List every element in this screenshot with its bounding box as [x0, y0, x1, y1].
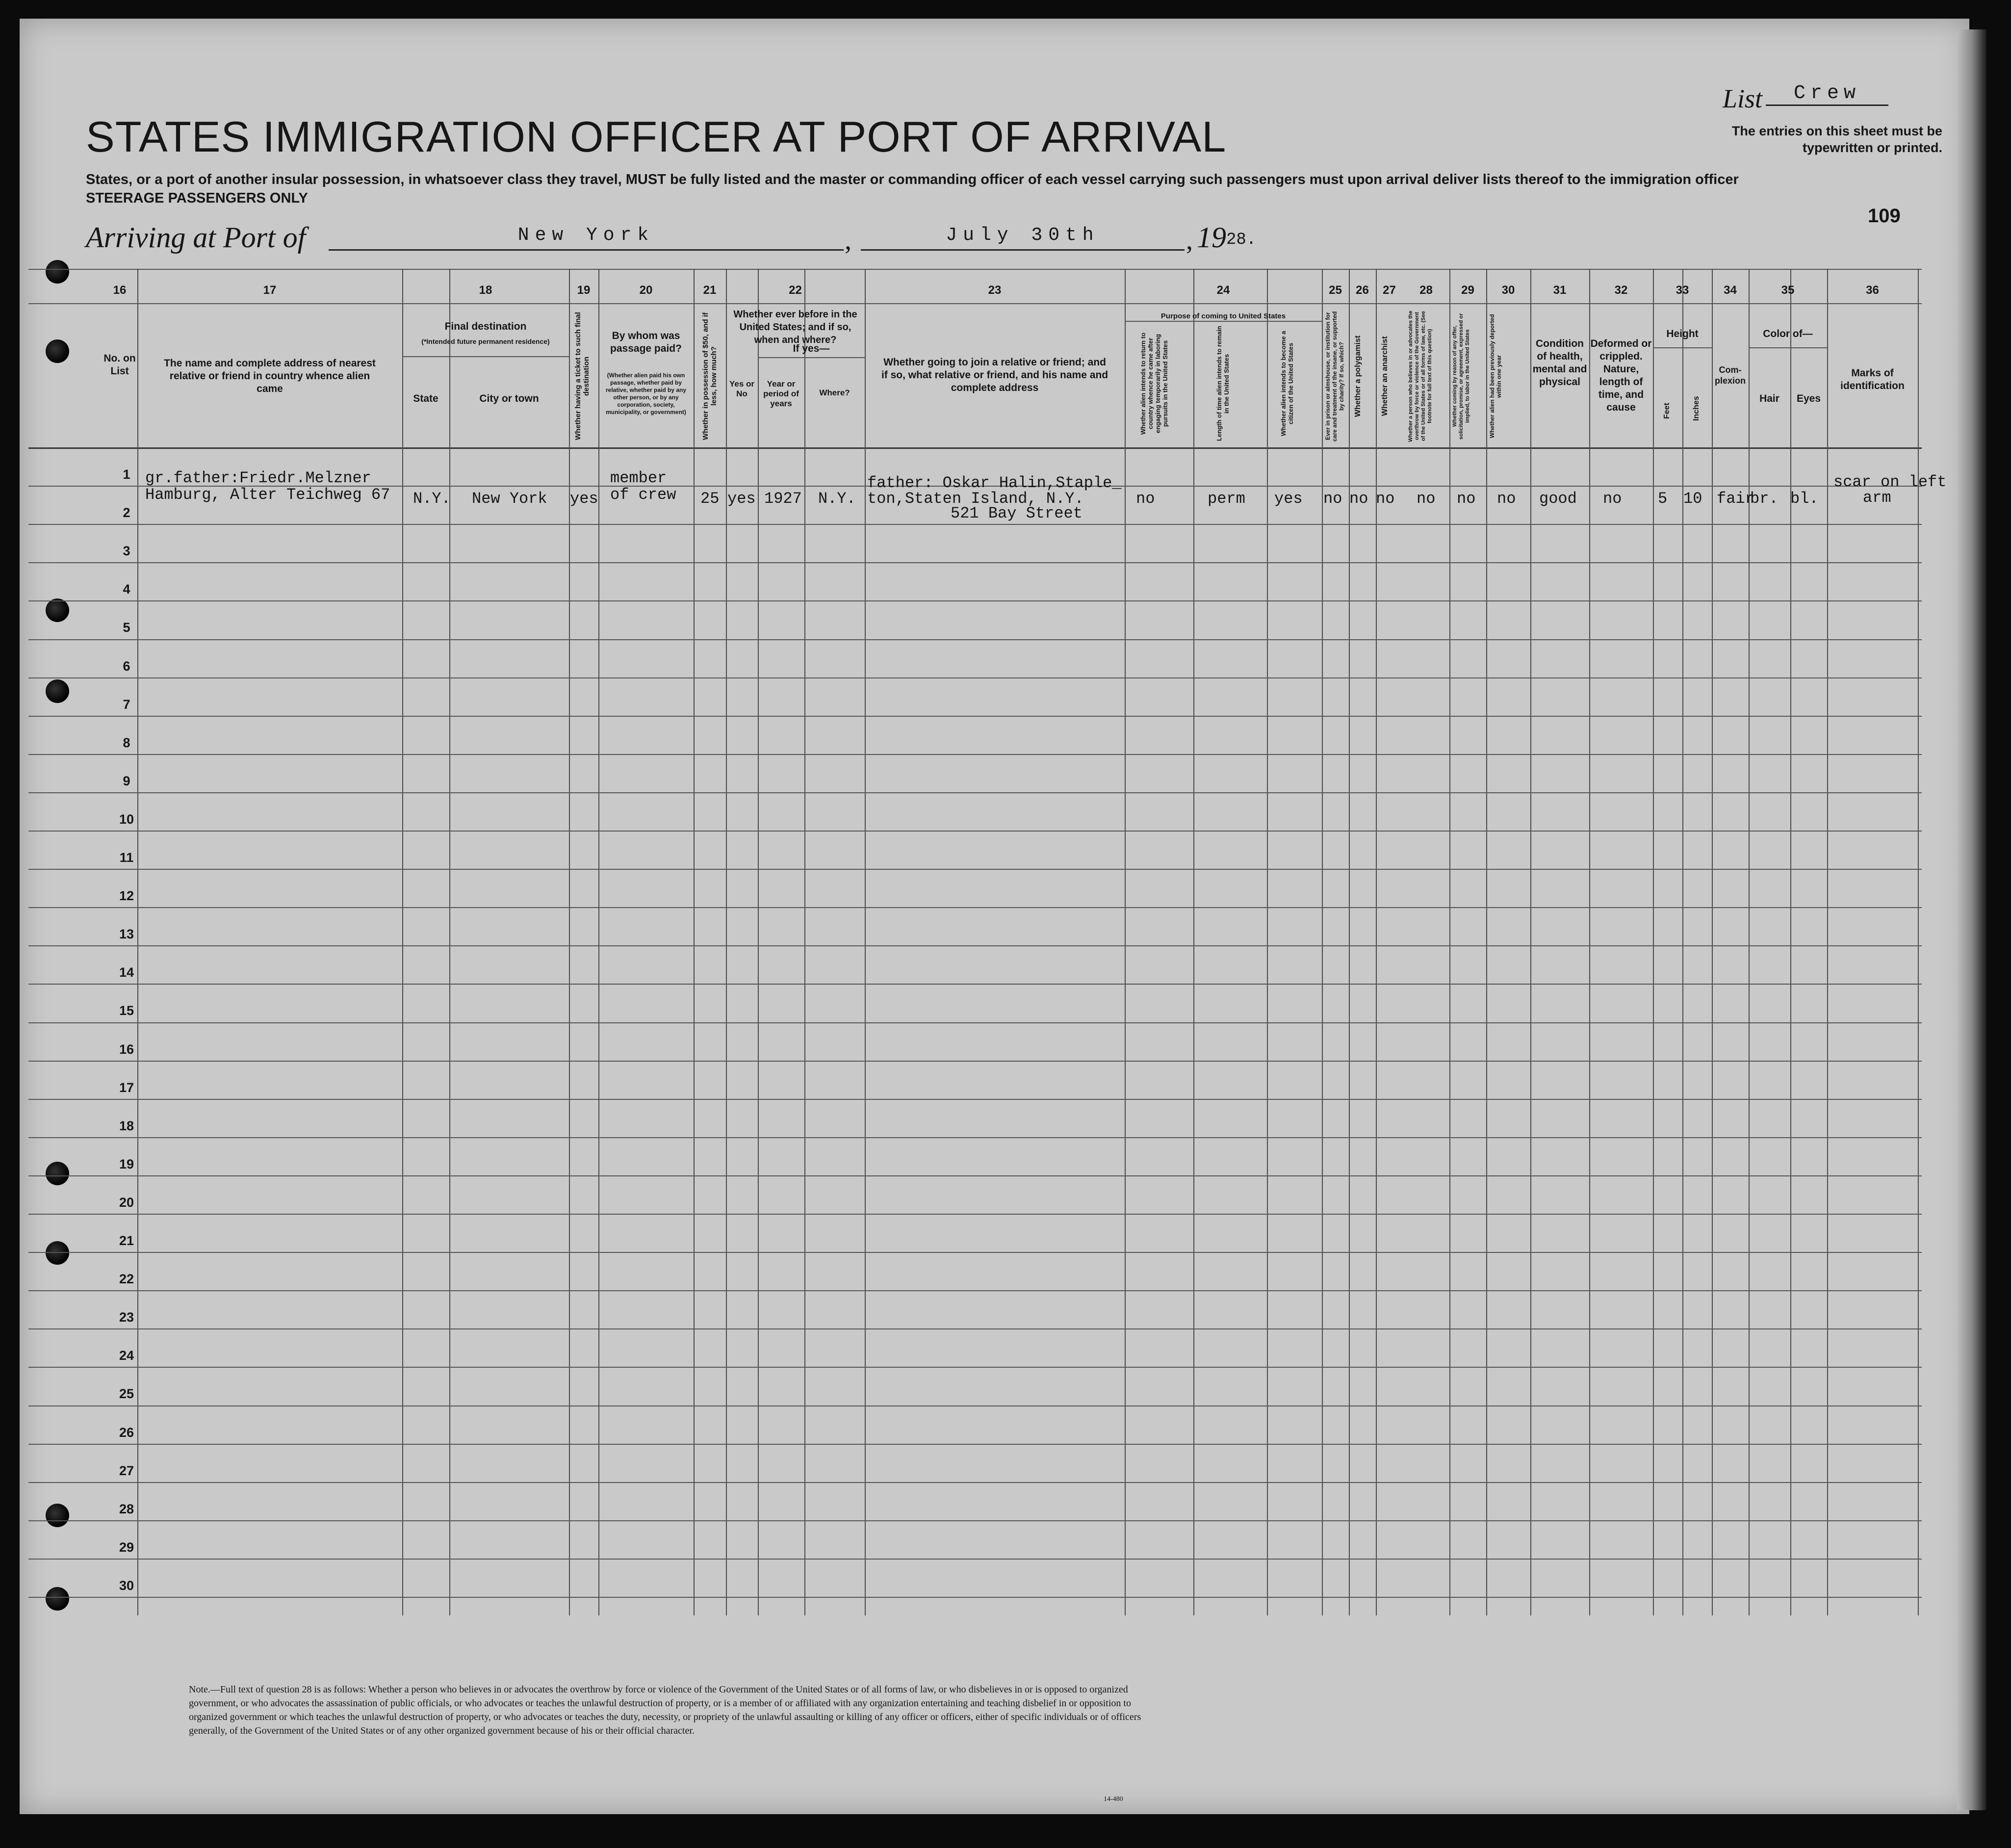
entry-paid-by: member	[610, 469, 667, 487]
row-number: 12	[119, 888, 134, 904]
row-rule	[28, 1597, 1922, 1598]
header-city: City or town	[479, 393, 539, 404]
header-inches: Inches	[1692, 396, 1701, 421]
column-rule	[1125, 269, 1126, 1615]
entry-join-line2: ton,Staten Island, N.Y.	[867, 490, 1084, 508]
entry-marks-line2: arm	[1863, 489, 1891, 507]
row-number: 30	[119, 1578, 134, 1593]
column-rule	[1449, 269, 1450, 1615]
page-title: STATES IMMIGRATION OFFICER AT PORT OF ARRIVAL	[86, 112, 1227, 161]
row-rule	[28, 600, 1922, 601]
row-number: 14	[119, 965, 134, 980]
entry-eyes: bl.	[1790, 490, 1819, 508]
header-purpose-return: Whether alien intends to return to country whence he came after engaging temporarily in laboring pursuits in the United States	[1139, 333, 1169, 435]
row-rule	[28, 1061, 1922, 1062]
column-number: 30	[1501, 284, 1515, 297]
column-rule	[1486, 269, 1487, 1615]
header-polygamist: Whether a polygamist	[1354, 335, 1362, 417]
column-rule	[865, 269, 866, 1615]
entry-ticket: yes	[570, 490, 598, 508]
row-rule	[28, 1328, 1922, 1329]
row-rule	[28, 831, 1922, 832]
entry-join-line1: father: Oskar Halin,Staple_	[867, 474, 1122, 492]
column-rule	[758, 269, 759, 1615]
column-number: 23	[988, 284, 1002, 297]
header-deformed: Deformed or crippled. Nature, length of time, and cause	[1590, 338, 1652, 413]
column-rule	[1589, 269, 1590, 1615]
year-suffix: 28.	[1226, 231, 1257, 249]
port-field: New York	[329, 225, 844, 251]
list-value: Crew	[1766, 82, 1888, 106]
table-rule	[28, 269, 1922, 270]
header-offer: Whether coming by reason of any offer, solicitation, promise, or agreement, expressed or implied, to labor in the United States	[1452, 313, 1470, 440]
table-rule	[28, 303, 1922, 304]
column-number: 32	[1614, 284, 1628, 297]
row-number: 9	[123, 773, 130, 788]
header-height: Height	[1666, 328, 1699, 339]
row-rule	[28, 984, 1922, 985]
date-field: July 30th	[861, 225, 1185, 251]
row-number: 5	[123, 620, 130, 635]
row-rule	[28, 792, 1922, 793]
entry-paid-by-line2: of crew	[610, 486, 676, 504]
column-rule	[1193, 269, 1194, 1615]
column-number: 29	[1461, 284, 1474, 297]
column-rule	[1682, 269, 1683, 1615]
column-number: 16	[113, 284, 127, 297]
table-rule	[28, 447, 1922, 449]
column-rule	[1790, 269, 1791, 1615]
header-prison: Ever in prison or almshouse, or institution for care and treatment of the insane, or supported by charity? If so, which?	[1324, 311, 1345, 442]
row-number: 8	[123, 735, 130, 750]
row-number: 3	[123, 544, 130, 559]
header-passage-paid-sub: (Whether alien paid his own passage, whether paid by relative, whether paid by any other person, or by any corporation, society, municipality, or government)	[605, 372, 687, 416]
column-rule	[1349, 269, 1350, 1615]
row-number: 4	[123, 582, 130, 597]
entry-deformed: no	[1603, 490, 1622, 508]
row-number: 25	[119, 1386, 134, 1402]
row-rule	[28, 945, 1922, 946]
row-rule	[28, 677, 1922, 678]
column-number: 34	[1724, 284, 1737, 297]
row-number: 27	[119, 1463, 134, 1478]
column-rule	[1918, 269, 1919, 1615]
header-hair: Hair	[1759, 393, 1779, 404]
entry-hair: br.	[1750, 490, 1779, 508]
column-number: 35	[1781, 284, 1795, 297]
intro-text: States, or a port of another insular possession, in whatsoever class they travel, MUST be fully listed and the master or commanding officer of each vessel carrying such passengers must upon arrival deliver lists thereof to the immigration officer	[86, 172, 1739, 187]
row-number: 21	[119, 1233, 134, 1248]
column-rule	[598, 269, 599, 1615]
entry-citizen: yes	[1274, 490, 1303, 508]
row-number: 20	[119, 1195, 134, 1210]
column-rule	[1749, 269, 1750, 1615]
row-rule	[28, 1559, 1922, 1560]
header-state: State	[413, 393, 438, 404]
row-number: 18	[119, 1118, 134, 1133]
entry-anarchist: no	[1376, 490, 1395, 508]
header-health: Condition of health, mental and physical	[1532, 338, 1587, 388]
header-passage-paid: By whom was passage paid?	[610, 330, 682, 354]
column-number: 36	[1866, 284, 1879, 297]
header-money: Whether in possession of $50, and if less, how much?	[701, 312, 718, 441]
column-rule	[726, 269, 727, 1615]
row-number: 23	[119, 1310, 134, 1325]
steerage-label: STEERAGE PASSENGERS ONLY	[86, 190, 308, 206]
table-rule	[758, 357, 865, 358]
row-number: 13	[119, 927, 134, 942]
entry-money: 25	[700, 490, 720, 508]
column-rule	[402, 269, 403, 1615]
column-number: 27	[1383, 284, 1396, 297]
column-rule	[1712, 269, 1713, 1615]
row-number: 2	[123, 505, 130, 521]
header-ticket: Whether having a ticket to such final destination	[574, 312, 591, 441]
year-prefix: 19	[1197, 221, 1226, 254]
row-number: 28	[119, 1501, 134, 1516]
row-rule	[28, 1022, 1922, 1023]
header-relative: The name and complete address of nearest relative or friend in country whence alien came	[164, 358, 376, 394]
row-number: 10	[119, 811, 134, 827]
header-final-destination-sub: (*Intended future permanent residence)	[421, 338, 550, 345]
entry-relative-address: Hamburg, Alter Teichweg 67	[145, 486, 390, 504]
row-number: 24	[119, 1348, 134, 1363]
row-rule	[28, 1252, 1922, 1253]
row-number: 29	[119, 1539, 134, 1555]
row-rule	[28, 907, 1922, 908]
arriving-label: Arriving at Port of	[86, 221, 306, 254]
header-eyes: Eyes	[1796, 393, 1821, 404]
header-feet: Feet	[1663, 403, 1671, 419]
column-number: 21	[703, 284, 717, 297]
entry-offer: no	[1457, 490, 1476, 508]
page-number: 109	[1868, 205, 1901, 227]
table-rule	[1125, 321, 1322, 322]
column-number: 18	[479, 284, 492, 297]
row-number: 19	[119, 1156, 134, 1171]
row-rule	[28, 1137, 1922, 1138]
row-number: 15	[119, 1003, 134, 1018]
row-rule	[28, 562, 1922, 563]
footnote: Note.—Full text of question 28 is as follows: Whether a person who believes in or advocates the overthrow by force or violence of the Government of the United States or of all forms of law, or who disbelieves in or is opposed to organized government, or who advocates the assassination of public officials, or who advocates or teaches the unlawful destruction of property, or is a member of or affiliated with any organization entertaining and teaching disbelief in or opposition to organized government or which teaches the unlawful destruction of property, or who advocates or teaches the duty, necessity, or propriety of the unlawful assaulting or killing of any officer or officers, either of specific individuals or of officers generally, of the Government of the United States or of any other organized government because of his or their official character.	[189, 1684, 1141, 1736]
column-rule	[449, 269, 450, 1615]
entry-length: perm	[1208, 490, 1245, 508]
row-number: 16	[119, 1041, 134, 1057]
row-number: 26	[119, 1425, 134, 1440]
header-join-relative: Whether going to join a relative or friend; and if so, what relative or friend, and his name and complete address	[881, 357, 1109, 393]
comma-mark: ,	[845, 225, 851, 256]
column-rule	[1530, 269, 1531, 1615]
column-number: 26	[1356, 284, 1369, 297]
column-number: 22	[789, 284, 802, 297]
header-no-on-list: No. on List	[103, 353, 136, 377]
table-rule	[1749, 347, 1827, 348]
header-overthrow: Whether a person who believes in or advocates the overthrow by force or violence of the Government of the United States or of all forms of law, etc. (See footnote for full text of this question)	[1408, 311, 1433, 442]
header-marks: Marks of identification	[1840, 367, 1905, 391]
column-rule	[1376, 269, 1377, 1615]
list-label: List	[1723, 84, 1763, 113]
table-rule	[402, 356, 569, 357]
entry-marks: scar on left	[1833, 473, 1947, 491]
header-where: Where?	[819, 388, 850, 397]
row-rule	[28, 1099, 1922, 1100]
entry-polygamist: no	[1349, 490, 1368, 508]
column-rule	[1322, 269, 1323, 1615]
row-rule	[28, 1175, 1922, 1176]
row-rule	[28, 524, 1922, 525]
typed-note: The entries on this sheet must be typewritten or printed.	[1731, 124, 1942, 155]
row-number: 7	[123, 697, 130, 712]
column-number: 28	[1419, 284, 1433, 297]
header-anarchist: Whether an anarchist	[1381, 336, 1389, 416]
header-before-us: Whether ever before in the United States; and if so, when and where?	[733, 309, 857, 345]
header-final-destination: Final destination	[444, 321, 527, 332]
header-complexion: Com-plexion	[1714, 365, 1746, 386]
entry-health: good	[1539, 490, 1577, 508]
column-number: 19	[577, 284, 591, 297]
row-number: 17	[119, 1080, 134, 1095]
row-rule	[28, 1444, 1922, 1445]
column-number: 17	[263, 284, 277, 297]
column-number: 25	[1329, 284, 1342, 297]
header-deported: Whether alien had been previously deported within one year	[1489, 314, 1502, 439]
column-rule	[1267, 269, 1268, 1615]
column-rule	[1653, 269, 1654, 1615]
entry-relative-name: gr.father:Friedr.Melzner	[145, 469, 371, 487]
row-rule	[28, 639, 1922, 640]
comma-mark: ,	[1186, 225, 1193, 256]
entry-year: 1927	[764, 490, 802, 508]
entry-prison: no	[1323, 490, 1342, 508]
entry-return: no	[1136, 490, 1155, 508]
header-yes-no: Yes or No	[729, 379, 755, 398]
row-rule	[28, 1367, 1922, 1368]
entry-before: yes	[727, 490, 756, 508]
row-number: 6	[123, 658, 130, 674]
entry-state: N.Y.	[413, 490, 451, 508]
row-rule	[28, 1214, 1922, 1215]
manifest-table	[28, 269, 1947, 1615]
header-year: Year or period of years	[763, 379, 799, 408]
row-number: 22	[119, 1272, 134, 1287]
row-rule	[28, 716, 1922, 717]
row-number: 11	[119, 850, 134, 865]
column-rule	[1827, 269, 1828, 1615]
row-rule	[28, 1290, 1922, 1291]
column-rule	[1682, 347, 1683, 447]
column-number: 24	[1216, 284, 1230, 297]
header-purpose: Purpose of coming to United States	[1160, 312, 1286, 320]
form-code: 14-480	[1104, 1796, 1123, 1803]
entry-overthrow: no	[1417, 490, 1436, 508]
column-number: 31	[1553, 284, 1567, 297]
entry-join-line3: 521 Bay Street	[951, 504, 1083, 522]
entry-complexion: fair	[1717, 490, 1754, 508]
column-rule	[694, 269, 695, 1615]
header-purpose-length: Length of time alien intends to remain in the United States	[1215, 326, 1230, 442]
entry-city: New York	[472, 490, 547, 508]
column-rule	[569, 269, 570, 1615]
header-if-yes: If yes—	[793, 343, 830, 354]
header-color: Color of—	[1763, 328, 1813, 339]
page-edge	[1957, 29, 1986, 1810]
column-number: 33	[1676, 284, 1689, 297]
column-number: 20	[639, 284, 653, 297]
entry-deported: no	[1497, 490, 1516, 508]
row-rule	[28, 869, 1922, 870]
row-rule	[28, 754, 1922, 755]
header-purpose-citizen: Whether alien intends to become a citizen of the United States	[1280, 331, 1294, 437]
entry-inches: 10	[1683, 490, 1702, 508]
entry-feet: 5	[1658, 490, 1668, 508]
row-number: 1	[123, 467, 130, 482]
entry-where: N.Y.	[818, 490, 856, 508]
row-rule	[28, 1482, 1922, 1483]
column-rule	[804, 269, 805, 1615]
row-rule	[28, 1520, 1922, 1521]
